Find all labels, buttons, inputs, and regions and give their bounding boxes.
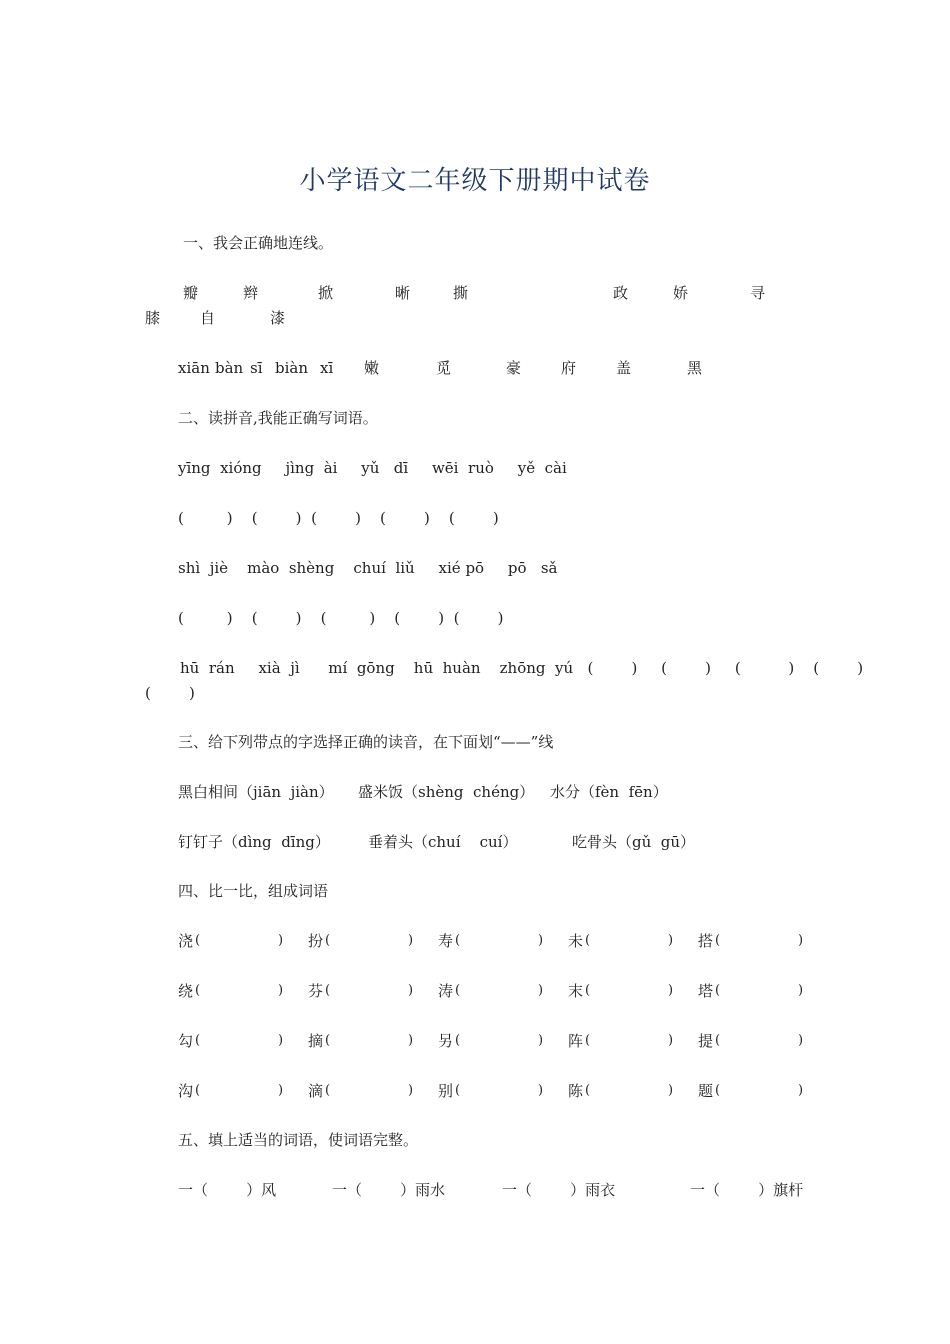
q2-blanks-row: ( ) ( ) ( ) ( ) ( ) bbox=[178, 509, 499, 527]
q1-char: 嫩 bbox=[364, 359, 380, 377]
q1-pinyin: xiān bbox=[178, 359, 210, 377]
q1-char: 豪 bbox=[506, 359, 522, 377]
q4-blank-close: ) bbox=[538, 983, 544, 998]
q5-item: 一（ ）雨水 bbox=[332, 1181, 446, 1199]
q1-pinyin: bàn bbox=[215, 359, 244, 377]
q4-blank-open: ( bbox=[325, 1033, 331, 1048]
section-4-heading: 四、比一比，组成词语 bbox=[178, 882, 329, 900]
page-title: 小学语文二年级下册期中试卷 bbox=[299, 166, 651, 196]
q5-item: 一（ ）风 bbox=[178, 1181, 277, 1199]
q4-blank-open: ( bbox=[195, 1083, 201, 1098]
q4-char: 未 bbox=[568, 932, 584, 950]
q4-char: 塔 bbox=[698, 982, 714, 1000]
q4-blank-close: ) bbox=[408, 933, 414, 948]
q3-item: 黑白相间（jiān jiàn） bbox=[178, 783, 334, 801]
q4-blank-close: ) bbox=[278, 983, 284, 998]
q4-blank-close: ) bbox=[278, 1033, 284, 1048]
q4-blank-close: ) bbox=[668, 1033, 674, 1048]
q4-blank-close: ) bbox=[668, 933, 674, 948]
q1-char: 膝 bbox=[145, 309, 161, 327]
q1-char: 瓣 bbox=[183, 284, 199, 302]
q4-char: 勾 bbox=[178, 1032, 194, 1050]
q4-blank-open: ( bbox=[715, 933, 721, 948]
q4-blank-close: ) bbox=[798, 1083, 804, 1098]
q1-char: 掀 bbox=[318, 284, 334, 302]
q4-char: 别 bbox=[438, 1082, 454, 1100]
q4-char: 阵 bbox=[568, 1032, 584, 1050]
q4-blank-close: ) bbox=[668, 1083, 674, 1098]
q4-char: 寿 bbox=[438, 932, 454, 950]
section-2-heading: 二、读拼音,我能正确写词语。 bbox=[178, 409, 378, 427]
q3-item: 吃骨头（gǔ gū） bbox=[572, 833, 696, 851]
q4-blank-open: ( bbox=[325, 1083, 331, 1098]
q4-char: 滴 bbox=[308, 1082, 324, 1100]
q3-item: 垂着头（chuí cuí） bbox=[368, 833, 518, 851]
section-5-heading: 五、填上适当的词语，使词语完整。 bbox=[178, 1131, 419, 1149]
q3-item: 水分（fèn fēn） bbox=[550, 783, 668, 801]
q4-blank-open: ( bbox=[455, 983, 461, 998]
section-1-heading: 一、我会正确地连线。 bbox=[183, 234, 334, 252]
q4-blank-close: ) bbox=[798, 933, 804, 948]
q4-blank-open: ( bbox=[585, 933, 591, 948]
q4-blank-close: ) bbox=[668, 983, 674, 998]
q4-blank-open: ( bbox=[455, 1083, 461, 1098]
q1-pinyin: sī bbox=[250, 359, 263, 377]
q4-char: 扮 bbox=[308, 932, 324, 950]
q2-pinyin-row: yīng xióng jìng ài yǔ dī wēi ruò yě cài bbox=[178, 459, 567, 477]
q4-char: 末 bbox=[568, 982, 584, 1000]
q4-blank-close: ) bbox=[408, 983, 414, 998]
q1-char: 觅 bbox=[436, 359, 452, 377]
q2-blanks-row: ( ) ( ) ( ) ( ) ( ) bbox=[178, 609, 504, 627]
q3-item: 盛米饭（shèng chéng） bbox=[358, 783, 535, 801]
q4-blank-open: ( bbox=[455, 1033, 461, 1048]
q4-char: 绕 bbox=[178, 982, 194, 1000]
q4-blank-close: ) bbox=[278, 1083, 284, 1098]
q4-blank-open: ( bbox=[715, 1033, 721, 1048]
q4-blank-close: ) bbox=[798, 1033, 804, 1048]
q4-blank-open: ( bbox=[325, 933, 331, 948]
q1-char: 盖 bbox=[616, 359, 632, 377]
q1-char: 娇 bbox=[673, 284, 689, 302]
q4-char: 摘 bbox=[308, 1032, 324, 1050]
q4-blank-open: ( bbox=[585, 1083, 591, 1098]
q4-blank-open: ( bbox=[455, 933, 461, 948]
q1-char: 自 bbox=[200, 309, 216, 327]
q4-blank-open: ( bbox=[195, 933, 201, 948]
q4-blank-close: ) bbox=[278, 933, 284, 948]
q1-char: 黑 bbox=[687, 359, 703, 377]
q5-item: 一（ ）雨衣 bbox=[502, 1181, 616, 1199]
q4-blank-open: ( bbox=[325, 983, 331, 998]
q4-char: 浇 bbox=[178, 932, 194, 950]
q4-blank-open: ( bbox=[585, 1033, 591, 1048]
q1-char: 晰 bbox=[395, 284, 411, 302]
q1-pinyin: biàn bbox=[275, 359, 309, 377]
q1-char: 撕 bbox=[453, 284, 469, 302]
q3-item: 钉钉子（dìng dīng） bbox=[178, 833, 330, 851]
q4-blank-open: ( bbox=[195, 983, 201, 998]
q1-char: 寻 bbox=[750, 284, 766, 302]
q1-char: 辫 bbox=[243, 284, 259, 302]
q4-char: 另 bbox=[438, 1032, 454, 1050]
q1-char: 漆 bbox=[270, 309, 286, 327]
q4-char: 题 bbox=[698, 1082, 714, 1100]
q2-pinyin-row: shì jiè mào shèng chuí liǔ xié pō pō sǎ bbox=[178, 559, 558, 577]
q4-blank-close: ) bbox=[408, 1033, 414, 1048]
q1-char: 政 bbox=[613, 284, 629, 302]
q4-blank-close: ) bbox=[538, 1033, 544, 1048]
q4-char: 搭 bbox=[698, 932, 714, 950]
q4-blank-close: ) bbox=[408, 1083, 414, 1098]
q4-blank-open: ( bbox=[585, 983, 591, 998]
q4-blank-close: ) bbox=[798, 983, 804, 998]
q1-pinyin: xī bbox=[320, 359, 334, 377]
q4-blank-open: ( bbox=[715, 983, 721, 998]
q4-blank-open: ( bbox=[715, 1083, 721, 1098]
q4-char: 提 bbox=[698, 1032, 714, 1050]
q4-char: 涛 bbox=[438, 982, 454, 1000]
q4-char: 陈 bbox=[568, 1082, 584, 1100]
q4-blank-close: ) bbox=[538, 933, 544, 948]
q2-pinyin-row: hū rán xià jì mí gōng hū huàn zhōng yú ( ) ( ) ( ) ( ) bbox=[180, 659, 864, 677]
q4-blank-close: ) bbox=[538, 1083, 544, 1098]
section-3-heading: 三、给下列带点的字选择正确的读音，在下面划“——”线 bbox=[178, 733, 554, 751]
q4-char: 芬 bbox=[308, 982, 324, 1000]
q4-char: 沟 bbox=[178, 1082, 194, 1100]
q4-blank-open: ( bbox=[195, 1033, 201, 1048]
q5-item: 一（ ）旗杆 bbox=[690, 1181, 804, 1199]
q2-blanks-row: ( ) bbox=[145, 684, 195, 702]
q1-char: 府 bbox=[561, 359, 577, 377]
